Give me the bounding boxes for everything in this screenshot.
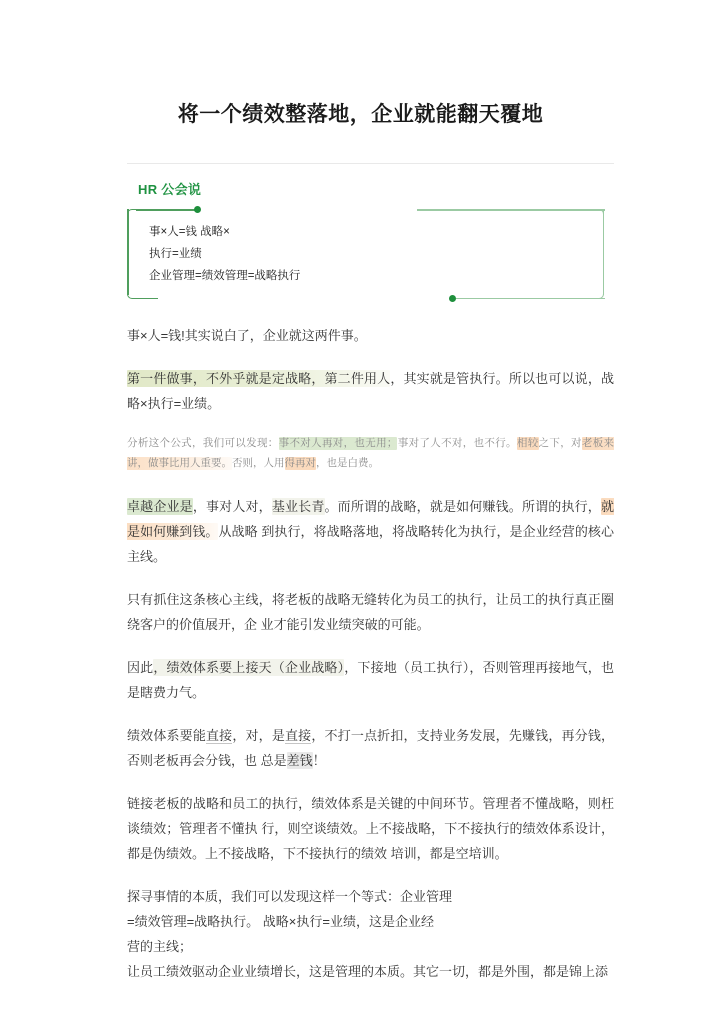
quote-box: [127, 207, 604, 299]
highlight-orange: 就是如何赚到钱。: [127, 499, 614, 539]
quote-box-dot-bottom-icon: [449, 295, 456, 302]
highlight-faint: ，绩效体系要上接天（企业战略）: [153, 660, 345, 675]
paragraph-8-line-3: 营的主线；: [127, 939, 193, 954]
quote-box-left-border: [127, 209, 129, 295]
quote-line: 执行=业绩: [149, 248, 202, 260]
note-tail-2: ，也是白费。: [316, 458, 379, 469]
quote-box-bottom-border-dark: [136, 298, 158, 300]
quote-box-right-border: [603, 209, 605, 295]
quote-box-dot-top-icon: [194, 206, 201, 213]
paragraph-5-a: 因此: [127, 660, 154, 675]
paragraph-6-a: 绩效体系要能: [127, 728, 206, 743]
paragraph-3: [127, 494, 614, 569]
paragraph-5: [127, 655, 614, 705]
highlight-orange: 得再对: [284, 458, 316, 469]
paragraph-8: [127, 884, 614, 984]
note-mid-2: 之下，对: [538, 438, 582, 449]
highlight-green: 第一件做事，不外乎就是定战略，第二件用人: [127, 371, 391, 386]
paragraph-6-emphasis-2: 直接: [285, 728, 312, 743]
quote-box-bottom-border-light: [456, 298, 605, 300]
paragraph-4: [127, 587, 614, 637]
highlight-green: 事不对人再对，也无用；: [278, 438, 398, 449]
paragraph-7: [127, 791, 614, 866]
quote-box-corner-top-left: [127, 209, 137, 219]
title-divider: [127, 163, 614, 164]
paragraph-3-mid-3: 从战略 到执行，将战略落地，将战略转化为执行，是企业经营的核心主线。: [127, 524, 614, 564]
paragraph-6-emphasis-1: 直接: [206, 728, 233, 743]
quote-heading: HR 公会说: [138, 182, 202, 197]
quote-section: [127, 180, 614, 299]
paragraph-3-mid-2: 。而所谓的战略，就是如何赚钱。所谓的执行，: [324, 499, 601, 514]
highlight-gray: 差钱: [286, 753, 313, 768]
paragraph-2: [127, 366, 614, 416]
paragraph-7-text: 链接老板的战略和员工的执行，绩效体系是关键的中间环节。管理者不懂战略，则枉谈绩效；管理者不懂执 行，则空谈绩效。上不接战略，下不接执行的绩效体系设计，都是伪绩效。上不接战略，下不接执行的绩效 培训，都是空培训。: [127, 796, 614, 861]
quote-box-top-border-dark: [136, 209, 197, 211]
highlight-faint: 基业长青: [271, 499, 325, 514]
paragraph-8-line-4: 让员工绩效驱动企业业绩增长，这是管理的本质。其它一切，都是外围，都是锦上添: [127, 964, 609, 979]
paragraph-1: [127, 323, 614, 348]
paragraph-8-line-2: =绩效管理=战略执行。 战略×执行=业绩，这是企业经: [127, 914, 434, 929]
quote-box-top-border-light: [417, 209, 605, 211]
paragraph-8-line-1: 探寻事情的本质，我们可以发现这样一个等式：企业管理: [127, 889, 453, 904]
quote-line: 事×人=钱 战略×: [149, 226, 230, 238]
quote-box-corner-top-right: [594, 209, 604, 219]
page-title: 将一个绩效整落地，企业就能翻天覆地: [177, 103, 544, 127]
paragraph-6: [127, 723, 614, 773]
paragraph-4-text: 只有抓住这条核心主线，将老板的战略无缝转化为员工的执行，让员工的执行真正圈绕客户的价值展开，企 业才能引发业绩突破的可能。: [127, 592, 614, 632]
quote-line: 企业管理=绩效管理=战略执行: [149, 270, 301, 282]
paragraph-3-mid-1: ，事对人对，: [192, 499, 272, 514]
paragraph-2-rest: ，其实就是管执行。所以也可以说，战略×执行=业绩。: [127, 371, 614, 411]
article-body: [127, 323, 614, 1002]
highlight-orange: 老板来讲，做事比用人重要。: [127, 438, 615, 469]
note-tail-1: 否则，人用: [232, 458, 285, 469]
note-lead: 分析这个公式，我们可以发现：: [127, 438, 279, 449]
paragraph-6-d: ！: [312, 753, 326, 768]
analysis-note: [127, 434, 614, 474]
paragraph-6-c: ，不打一点折扣，支持业务发展，先赚钱，再分钱，否则老板再会分钱，也 总是: [127, 728, 614, 768]
paragraph-6-b: ，对，是: [232, 728, 286, 743]
highlight-green: 卓越企业是: [127, 499, 193, 514]
paragraph-1-text: 事×人=钱!其实说白了，企业就这两件事。: [127, 328, 367, 343]
paragraph-5-b: ，下接地（员工执行），否则管理再接地气，也是瞎费力气。: [127, 660, 614, 700]
highlight-orange: 相较: [516, 438, 539, 449]
note-mid-1: 事对了人不对，也不行。: [397, 438, 517, 449]
